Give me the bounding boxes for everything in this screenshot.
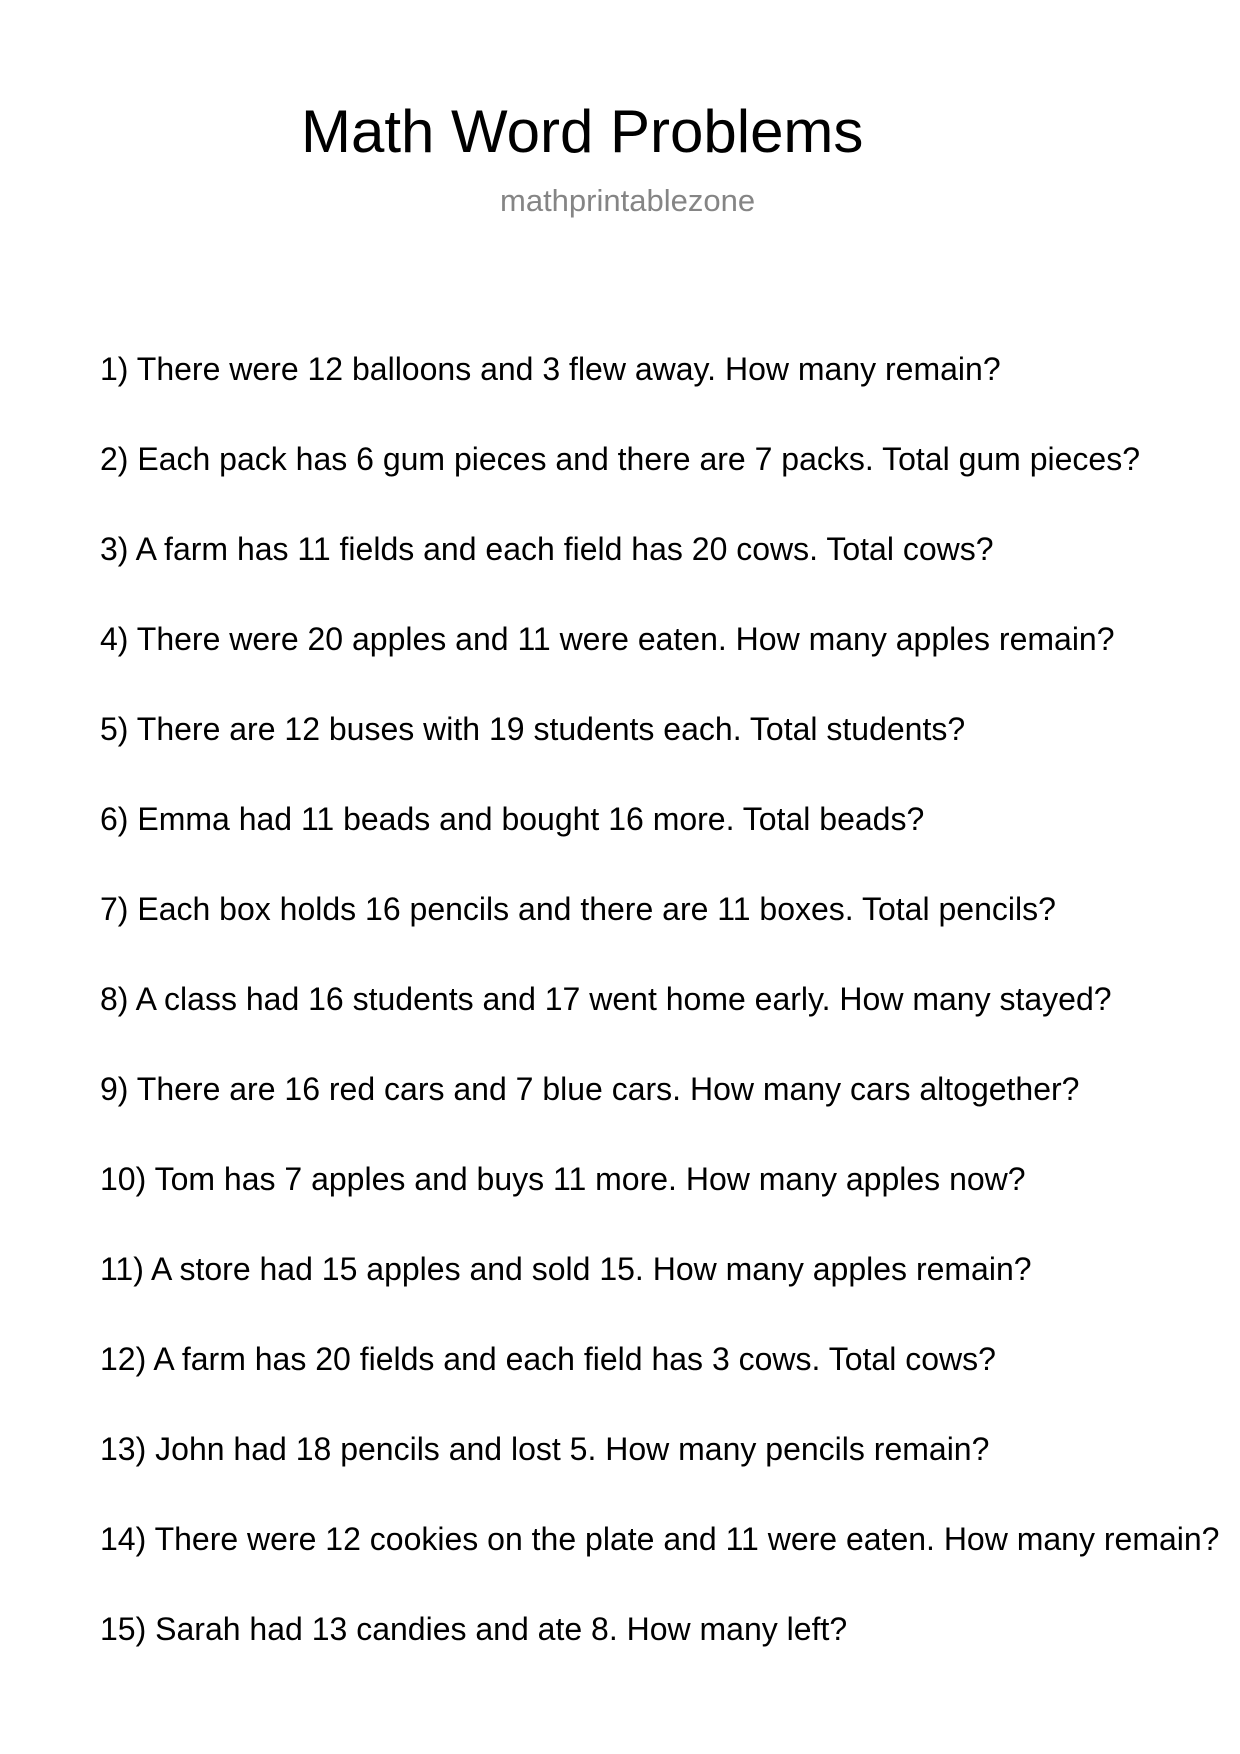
problem-item: 6) Emma had 11 beads and bought 16 more. Total beads? [100,801,925,837]
page-subtitle: mathprintablezone [500,183,756,218]
problem-item: 10) Tom has 7 apples and buys 11 more. How many apples now? [100,1161,1026,1197]
problem-item: 2) Each pack has 6 gum pieces and there are 7 packs. Total gum pieces? [100,441,1141,477]
problem-item: 4) There were 20 apples and 11 were eaten. How many apples remain? [100,621,1115,657]
problem-item: 8) A class had 16 students and 17 went home early. How many stayed? [100,981,1112,1017]
problem-item: 11) A store had 15 apples and sold 15. How many apples remain? [100,1251,1032,1287]
problem-item: 15) Sarah had 13 candies and ate 8. How many left? [100,1611,848,1647]
problem-item: 9) There are 16 red cars and 7 blue cars. How many cars altogether? [100,1071,1080,1107]
problem-item: 14) There were 12 cookies on the plate and 11 were eaten. How many remain? [100,1521,1220,1557]
problem-item: 3) A farm has 11 fields and each field has 20 cows. Total cows? [100,531,994,567]
problem-list [100,349,1219,1699]
problem-item: 7) Each box holds 16 pencils and there are 11 boxes. Total pencils? [100,891,1056,927]
page-title: Math Word Problems [301,98,864,165]
problem-item: 1) There were 12 balloons and 3 flew away. How many remain? [100,351,1001,387]
problem-item: 13) John had 18 pencils and lost 5. How many pencils remain? [100,1431,990,1467]
problem-item: 5) There are 12 buses with 19 students each. Total students? [100,711,966,747]
problem-item: 12) A farm has 20 fields and each field has 3 cows. Total cows? [100,1341,996,1377]
